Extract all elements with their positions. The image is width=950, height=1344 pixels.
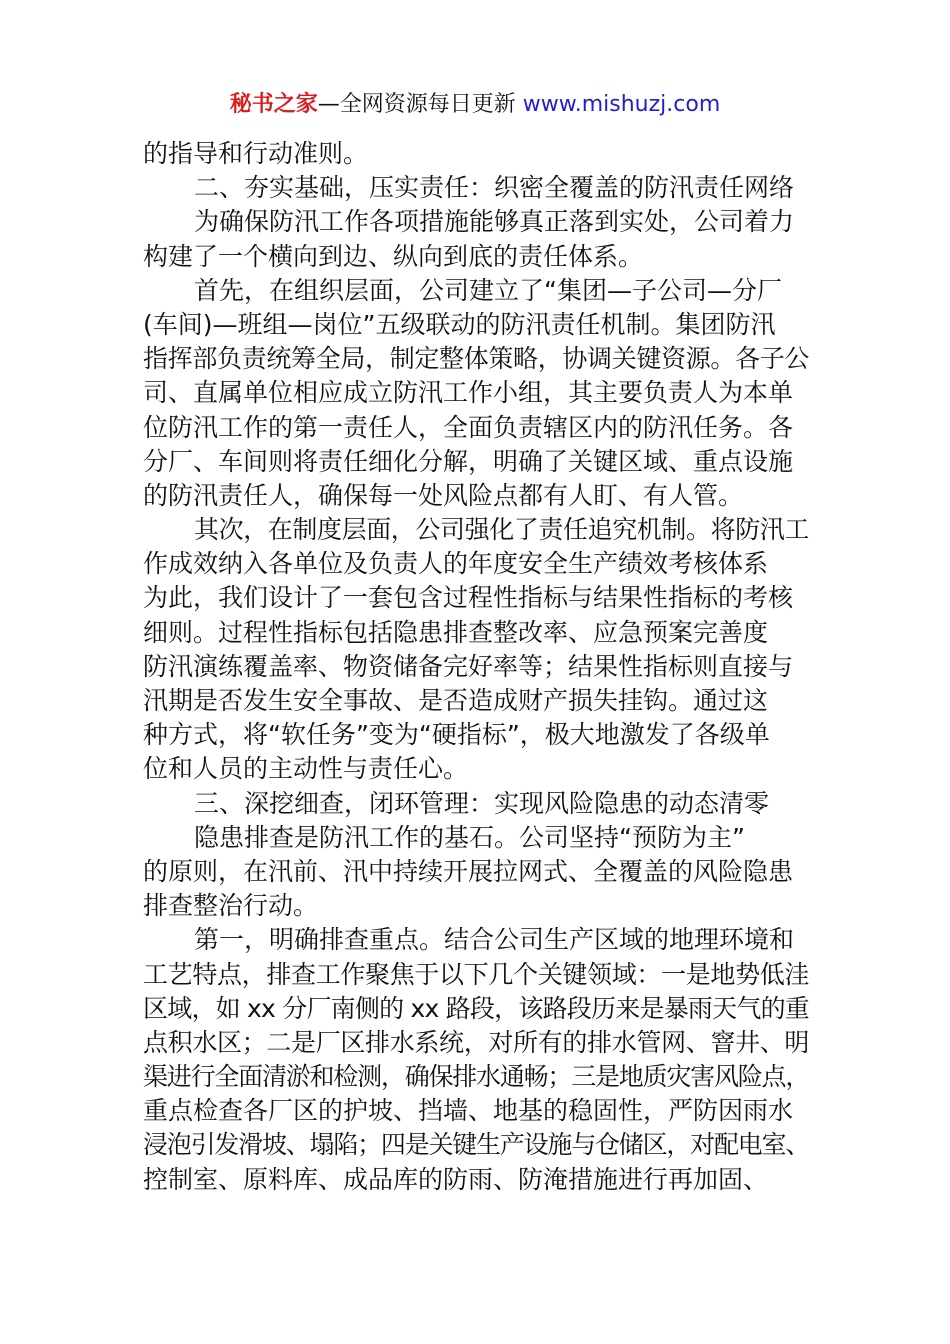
text-line: 构建了一个横向到边、纵向到底的责任体系。	[143, 241, 644, 271]
text-line: 位和人员的主动性与责任心。	[143, 754, 469, 784]
text-line: 重点检查各厂区的护坡、挡墙、地基的稳固性，严防因雨水	[143, 1096, 794, 1126]
header-tagline: —全网资源每日更新	[317, 92, 523, 117]
text-line: 指挥部负责统筹全局，制定整体策略，协调关键资源。各子公	[143, 344, 810, 374]
text-line: 其次，在制度层面，公司强化了责任追究机制。将防汛工	[194, 515, 810, 545]
page-header	[0, 88, 950, 122]
text-line: 渠进行全面清淤和检测，确保排水通畅；三是地质灾害风险点，	[143, 1062, 810, 1092]
text-line: 汛期是否发生安全事故、是否造成财产损失挂钩。通过这	[143, 686, 769, 715]
text-line: 排查整治行动。	[143, 891, 319, 921]
text-line: 隐患排查是防汛工作的基石。公司坚持“预防为主”	[194, 822, 745, 852]
text-line: 控制室、原料库、成品库的防雨、防淹措施进行再加固、	[143, 1164, 769, 1194]
text-line: 分厂、车间则将责任细化分解，明确了关键区域、重点设施	[143, 446, 794, 476]
text-line: 三、深挖细查，闭环管理：实现风险隐患的动态清零	[194, 788, 770, 818]
text-line: 为此，我们设计了一套包含过程性指标与结果性指标的考核	[143, 583, 794, 613]
text-line: 浸泡引发滑坡、塌陷；四是关键生产设施与仓储区，对配电室、	[143, 1130, 810, 1160]
text-line: 点积水区；二是厂区排水系统，对所有的排水管网、窨井、明	[143, 1027, 810, 1057]
text-line: 二、夯实基础，压实责任：织密全覆盖的防汛责任网络	[194, 173, 795, 203]
text-line: 第一，明确排查重点。结合公司生产区域的地理环境和	[194, 925, 795, 955]
document-body	[143, 137, 809, 1197]
text-line: 区域，如 xx 分厂南侧的 xx 路段，该路段历来是暴雨天气的重	[143, 993, 810, 1023]
text-line: 位防汛工作的第一责任人，全面负责辖区内的防汛任务。各	[143, 412, 794, 442]
text-line: 司、直属单位相应成立防汛工作小组，其主要负责人为本单	[143, 378, 794, 408]
text-line: 的指导和行动准则。	[143, 139, 369, 168]
header-brand: 秘书之家	[229, 92, 318, 117]
header-url-link[interactable]: www.mishuzj.com	[522, 92, 721, 117]
text-line: (车间)—班组—岗位”五级联动的防汛责任机制。集团防汛	[143, 309, 776, 339]
text-line: 作成效纳入各单位及负责人的年度安全生产绩效考核体系	[143, 549, 769, 579]
text-line: 细则。过程性指标包括隐患排查整改率、应急预案完善度	[143, 617, 769, 647]
text-line: 的原则，在汛前、汛中持续开展拉网式、全覆盖的风险隐患	[143, 856, 794, 886]
text-line: 的防汛责任人，确保每一处风险点都有人盯、有人管。	[143, 480, 744, 510]
text-line: 首先，在组织层面，公司建立了“集团—子公司—分厂	[194, 275, 782, 305]
text-line: 种方式，将“软任务”变为“硬指标”，极大地激发了各级单	[143, 720, 770, 750]
text-line: 工艺特点，排查工作聚焦于以下几个关键领域：一是地势低洼	[143, 959, 810, 989]
text-line: 为确保防汛工作各项措施能够真正落到实处，公司着力	[194, 207, 795, 237]
text-line: 防汛演练覆盖率、物资储备完好率等；结果性指标则直接与	[143, 651, 794, 681]
